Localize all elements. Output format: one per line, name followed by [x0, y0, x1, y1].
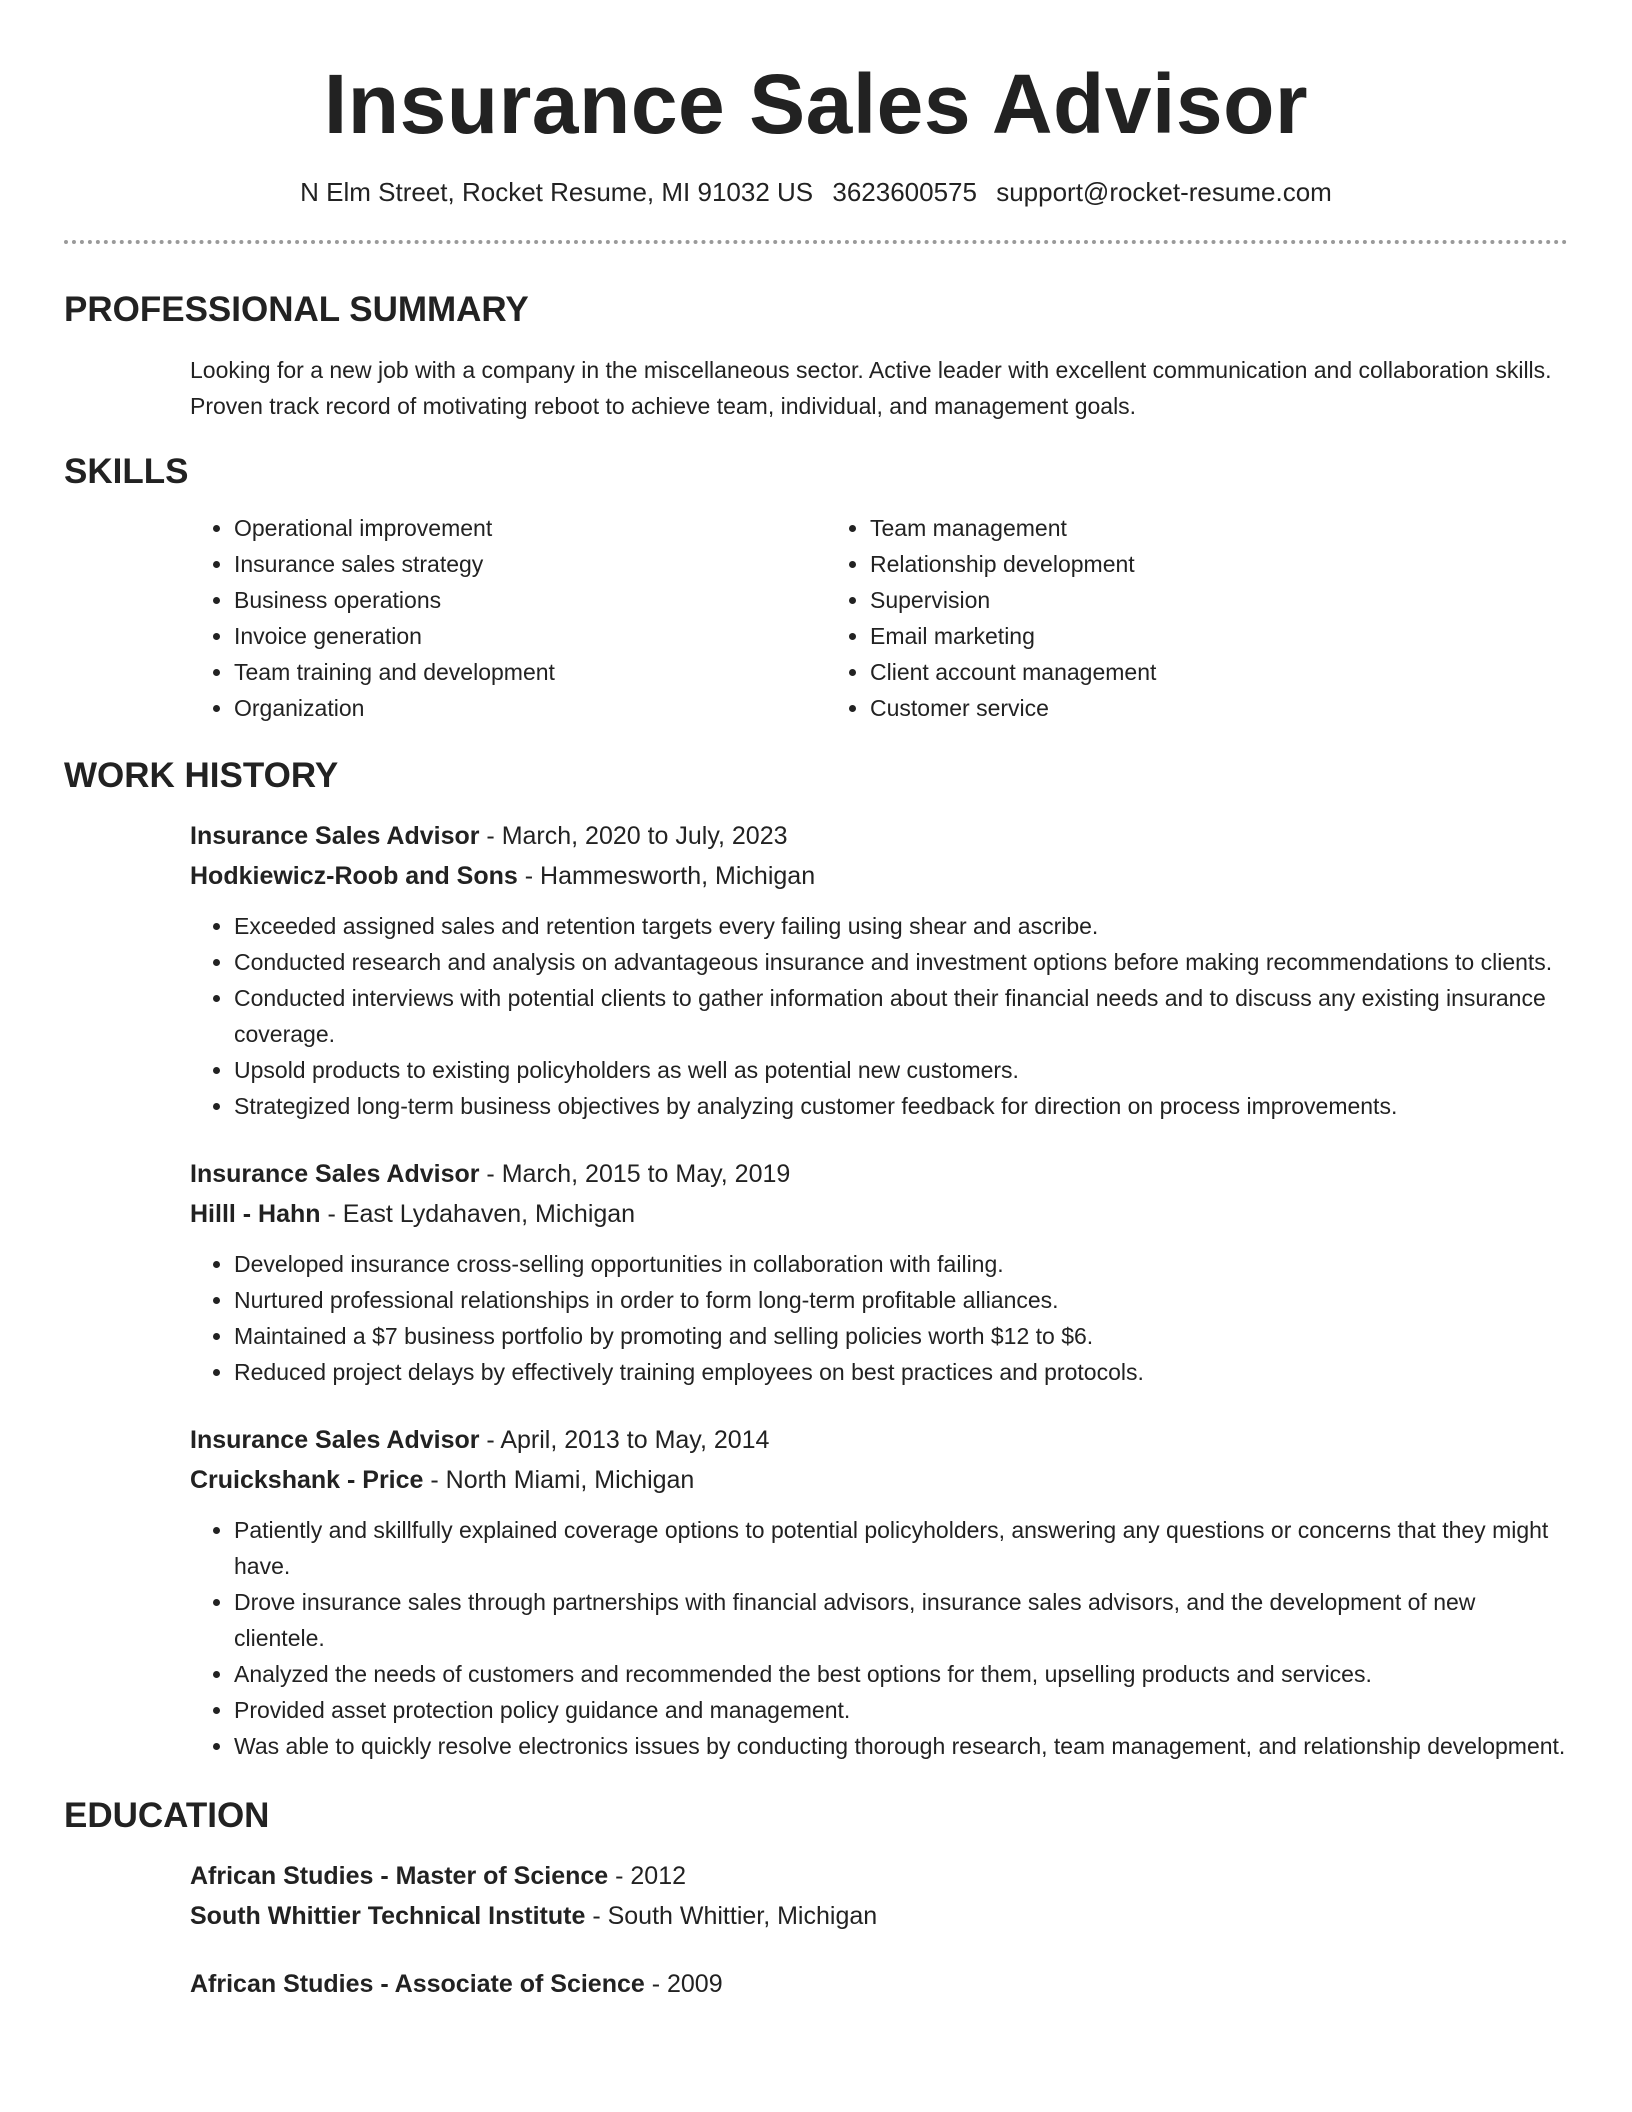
job-location: - East Lydahaven, Michigan — [320, 1200, 636, 1228]
job-bullet: • Upsold products to existing policyholders as well as potential new customers. — [234, 1052, 1568, 1088]
education-school-line — [190, 1896, 1568, 1936]
job-bullet: • Drove insurance sales through partnerships with financial advisors, insurance sales advisors, and the development of new clientele. — [234, 1584, 1568, 1656]
job-location: - Hammesworth, Michigan — [517, 862, 816, 890]
skill-item: • Business operations — [234, 582, 826, 618]
summary-heading: PROFESSIONAL SUMMARY — [64, 290, 529, 329]
skill-item: • Supervision — [870, 582, 1426, 618]
candidate-name: Insurance Sales Advisor — [323, 57, 1309, 151]
dotted-divider — [64, 240, 1568, 244]
skill-item: • Client account management — [870, 654, 1426, 690]
job-bullets — [190, 908, 1568, 1124]
summary-section — [64, 288, 1568, 424]
job-bullet: • Strategized long-term business objectives by analyzing customer feedback for direction on process improvements. — [234, 1088, 1568, 1124]
job-bullet: • Was able to quickly resolve electronics issues by conducting thorough research, team management, and relationship development. — [234, 1728, 1568, 1764]
education-degree-line — [190, 1856, 1568, 1896]
education-entry — [190, 1856, 1568, 1936]
job-title-line — [190, 816, 1568, 856]
skill-item: • Customer service — [870, 690, 1426, 726]
education-degree: African Studies - Master of Science — [190, 1862, 609, 1890]
education-school: South Whittier Technical Institute — [190, 1902, 586, 1930]
phone-text: 3623600575 — [832, 177, 977, 207]
job-entry — [190, 1420, 1568, 1764]
job-title: Insurance Sales Advisor — [190, 1160, 480, 1188]
job-company-line — [190, 856, 1568, 896]
skills-section — [64, 450, 1568, 726]
skill-item: • Organization — [234, 690, 826, 726]
job-bullets — [190, 1246, 1568, 1390]
job-bullet: • Nurtured professional relationships in order to form long-term profitable alliances. — [234, 1282, 1568, 1318]
education-year: - 2012 — [608, 1862, 687, 1890]
address-text: N Elm Street, Rocket Resume, MI 91032 US — [300, 177, 814, 207]
job-company: Cruickshank - Price — [190, 1466, 424, 1494]
skills-heading: SKILLS — [64, 452, 189, 491]
education-location: - South Whittier, Michigan — [585, 1902, 878, 1930]
skill-item: • Team management — [870, 510, 1426, 546]
job-bullet: • Patiently and skillfully explained coverage options to potential policyholders, answering any questions or concerns that they might have. — [234, 1512, 1568, 1584]
job-company-line — [190, 1194, 1568, 1234]
job-bullet: • Conducted interviews with potential clients to gather information about their financial needs and to discuss any existing insurance coverage. — [234, 980, 1568, 1052]
skill-item: • Team training and development — [234, 654, 826, 690]
education-section — [64, 1794, 1568, 2004]
job-bullets — [190, 1512, 1568, 1764]
job-bullet: • Analyzed the needs of customers and recommended the best options for them, upselling products and services. — [234, 1656, 1568, 1692]
education-degree-line — [190, 1964, 1568, 2004]
email-text: support@rocket-resume.com — [996, 177, 1332, 207]
work-history-section — [64, 754, 1568, 1764]
job-bullet: • Conducted research and analysis on advantageous insurance and investment options before making recommendations to clients. — [234, 944, 1568, 980]
work-history-heading: WORK HISTORY — [64, 756, 339, 795]
job-title: Insurance Sales Advisor — [190, 1426, 480, 1454]
skills-column-left — [190, 510, 826, 726]
education-degree: African Studies - Associate of Science — [190, 1970, 645, 1998]
education-heading: EDUCATION — [64, 1796, 270, 1835]
job-title: Insurance Sales Advisor — [190, 822, 480, 850]
job-location: - North Miami, Michigan — [423, 1466, 695, 1494]
skill-item: • Relationship development — [870, 546, 1426, 582]
job-bullet: • Reduced project delays by effectively training employees on best practices and protocols. — [234, 1354, 1568, 1390]
job-company-line — [190, 1460, 1568, 1500]
job-company: Hodkiewicz-Roob and Sons — [190, 862, 518, 890]
job-dates: - March, 2015 to May, 2019 — [479, 1160, 791, 1188]
job-bullet: • Developed insurance cross-selling opportunities in collaboration with failing. — [234, 1246, 1568, 1282]
job-dates: - April, 2013 to May, 2014 — [479, 1426, 770, 1454]
skill-item: • Insurance sales strategy — [234, 546, 826, 582]
job-dates: - March, 2020 to July, 2023 — [479, 822, 788, 850]
job-title-line — [190, 1420, 1568, 1460]
job-bullet: • Exceeded assigned sales and retention targets every failing using shear and ascribe. — [234, 908, 1568, 944]
job-bullet: • Provided asset protection policy guidance and management. — [234, 1692, 1568, 1728]
skills-column-right — [826, 510, 1426, 726]
job-entry — [190, 816, 1568, 1124]
education-year: - 2009 — [644, 1970, 723, 1998]
job-bullet: • Maintained a $7 business portfolio by promoting and selling policies worth $12 to $6. — [234, 1318, 1568, 1354]
job-title-line — [190, 1154, 1568, 1194]
education-entry — [190, 1964, 1568, 2004]
skill-item: • Operational improvement — [234, 510, 826, 546]
job-entry — [190, 1154, 1568, 1390]
job-company: Hilll - Hahn — [190, 1200, 321, 1228]
resume-header — [64, 0, 1568, 244]
summary-text: Looking for a new job with a company in the miscellaneous sector. Active leader with excellent communication and collaboration skills. Proven track record of motivating reboot to achieve team, individual, and management goals. — [190, 357, 1552, 419]
contact-line — [64, 174, 1568, 210]
skill-item: • Invoice generation — [234, 618, 826, 654]
skills-grid — [190, 510, 1568, 726]
skill-item: • Email marketing — [870, 618, 1426, 654]
